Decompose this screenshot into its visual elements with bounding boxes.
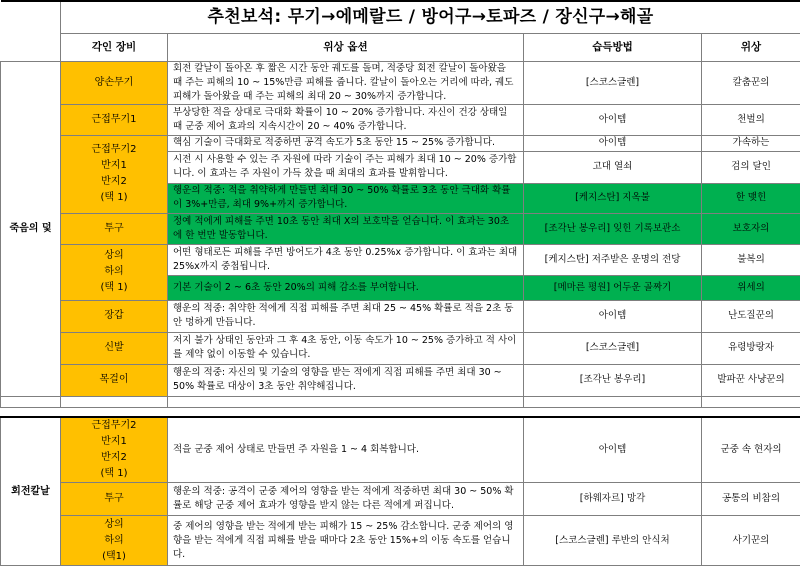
page-title: 추천보석: 무기→에메랄드 / 방어구→토파즈 / 장신구→해골 <box>61 1 800 33</box>
section-label-spinning-blade: 회전칼날 <box>1 417 61 566</box>
option-cell: 행운의 적중: 자신의 및 기술의 영향을 받는 적에게 직접 피해를 주면 최대 30 ~ 50% 확률로 대상이 3초 동안 취약해집니다. <box>168 364 524 396</box>
option-cell: 행운의 적중: 적을 취약하게 만들면 최대 30 ~ 50% 확률로 3초 동안 극대화 확률이 3%+만큼, 최대 9%+까지 증가합니다. <box>168 183 524 213</box>
acquire-cell: [스코스글렌] <box>524 332 702 364</box>
option-cell: 정예 적에게 피해를 주면 10초 동안 최대 X의 보호막을 얻습니다. 이 효과는 30초에 한 번만 발동합니다. <box>168 213 524 244</box>
header-acquire: 습득방법 <box>524 33 702 61</box>
acquire-cell: [하웨자르] 망각 <box>524 483 702 516</box>
phase-cell: 불복의 <box>702 244 800 275</box>
equip-cell: 상의 하의 (택1) <box>61 516 168 566</box>
equip-cell: 근접무기2 반지1 반지2 (택 1) <box>61 135 168 213</box>
equip-cell: 양손무기 <box>61 61 168 104</box>
equip-cell: 장갑 <box>61 300 168 332</box>
phase-cell: 위세의 <box>702 275 800 300</box>
equip-cell: 목걸이 <box>61 364 168 396</box>
equip-cell: 투구 <box>61 483 168 516</box>
header-option: 위상 옵션 <box>168 33 524 61</box>
acquire-cell: 아이템 <box>524 135 702 151</box>
option-cell: 행운의 적중: 공격이 군중 제어의 영향을 받는 적에게 적중하면 최대 30 ~ 50% 확률로 해당 군중 제어 효과가 영향을 받지 않는 다른 적에게 퍼집니다. <box>168 483 524 516</box>
option-cell: 부상당한 적을 상대로 극대화 확률이 10 ~ 20% 증가합니다. 자신이 건강 상태일 때 군중 제어 효과의 지속시간이 20 ~ 40% 증가합니다. <box>168 104 524 135</box>
spacer-row <box>1 396 800 407</box>
acquire-cell: [케지스탄] 저주받은 운명의 전당 <box>524 244 702 275</box>
phase-cell: 천벌의 <box>702 104 800 135</box>
option-cell: 어떤 형태로든 피해를 주면 방어도가 4초 동안 0.25%x 증가합니다. 이 효과는 최대 25%x까지 중첩됩니다. <box>168 244 524 275</box>
option-cell: 회전 칼날이 돌아온 후 짧은 시간 동안 궤도를 돌며, 적중당 회전 칼날이 돌아왔을 때 주는 피해의 10 ~ 15%만큼 피해를 줍니다. 칼날이 돌아오는 거리에 따라, 궤도 피해가 돌아왔을 때 주는 피해의 최대 20 ~ 30%까지 증가합니다. <box>168 61 524 104</box>
phase-cell: 공통의 비참의 <box>702 483 800 516</box>
acquire-cell: 아이템 <box>524 104 702 135</box>
acquire-cell: [케지스탄] 지옥불 <box>524 183 702 213</box>
acquire-cell: [조각난 봉우리] <box>524 364 702 396</box>
option-cell: 중 제어의 영향을 받는 적에게 받는 피해가 15 ~ 25% 감소합니다. 군중 제어의 영향을 받는 적에게 직접 피해를 받을 때마다 2초 동안 15%+의 이동 속도를 얻습니다. <box>168 516 524 566</box>
corner-cell <box>1 1 61 33</box>
option-cell: 기본 기술이 2 ~ 6초 동안 20%의 피해 감소를 부여합니다. <box>168 275 524 300</box>
acquire-cell: 고대 열쇠 <box>524 151 702 183</box>
option-cell: 저지 불가 상태인 동안과 그 후 4초 동안, 이동 속도가 10 ~ 25% 증가하고 적 사이를 제약 없이 이동할 수 있습니다. <box>168 332 524 364</box>
equip-cell: 근접무기2 반지1 반지2 (택 1) <box>61 417 168 483</box>
acquire-cell: [조각난 봉우리] 잊힌 기록보관소 <box>524 213 702 244</box>
equip-cell: 투구 <box>61 213 168 244</box>
equip-cell: 상의 하의 (택 1) <box>61 244 168 300</box>
header-equip: 각인 장비 <box>61 33 168 61</box>
acquire-cell: [메마른 평원] 어두운 골짜기 <box>524 275 702 300</box>
phase-cell: 한 맺힌 <box>702 183 800 213</box>
phase-cell: 난도질꾼의 <box>702 300 800 332</box>
equip-cell: 신발 <box>61 332 168 364</box>
phase-cell: 검의 달인 <box>702 151 800 183</box>
phase-cell: 칼춤꾼의 <box>702 61 800 104</box>
header-blank <box>1 33 61 61</box>
phase-cell: 가속하는 <box>702 135 800 151</box>
option-cell: 핵심 기술이 극대화로 적중하면 공격 속도가 5초 동안 15 ~ 25% 증가합니다. <box>168 135 524 151</box>
equip-cell: 근접무기1 <box>61 104 168 135</box>
header-phase: 위상 <box>702 33 800 61</box>
acquire-cell: 아이템 <box>524 417 702 483</box>
acquire-cell: [스코스글렌] 루반의 안식처 <box>524 516 702 566</box>
phase-cell: 보호자의 <box>702 213 800 244</box>
phase-cell: 사기꾼의 <box>702 516 800 566</box>
spacer-row <box>1 407 800 417</box>
acquire-cell: [스코스글렌] <box>524 61 702 104</box>
phase-cell: 발파꾼 사냥꾼의 <box>702 364 800 396</box>
option-cell: 행운의 적중: 취약한 적에게 직접 피해를 주면 최대 25 ~ 45% 확률로 적을 2초 동안 멍하게 만듭니다. <box>168 300 524 332</box>
acquire-cell: 아이템 <box>524 300 702 332</box>
option-cell: 적을 군중 제어 상태로 만들면 주 자원을 1 ~ 4 회복합니다. <box>168 417 524 483</box>
phase-cell: 군중 속 현자의 <box>702 417 800 483</box>
section-label-death-trap: 죽음의 덫 <box>1 61 61 396</box>
option-cell: 시전 시 사용할 수 있는 주 자원에 따라 기술이 주는 피해가 최대 10 ~ 20% 증가합니다. 이 효과는 주 자원이 가득 찼을 때 최대의 효과를 발휘합니다. <box>168 151 524 183</box>
phase-cell: 유령방랑자 <box>702 332 800 364</box>
